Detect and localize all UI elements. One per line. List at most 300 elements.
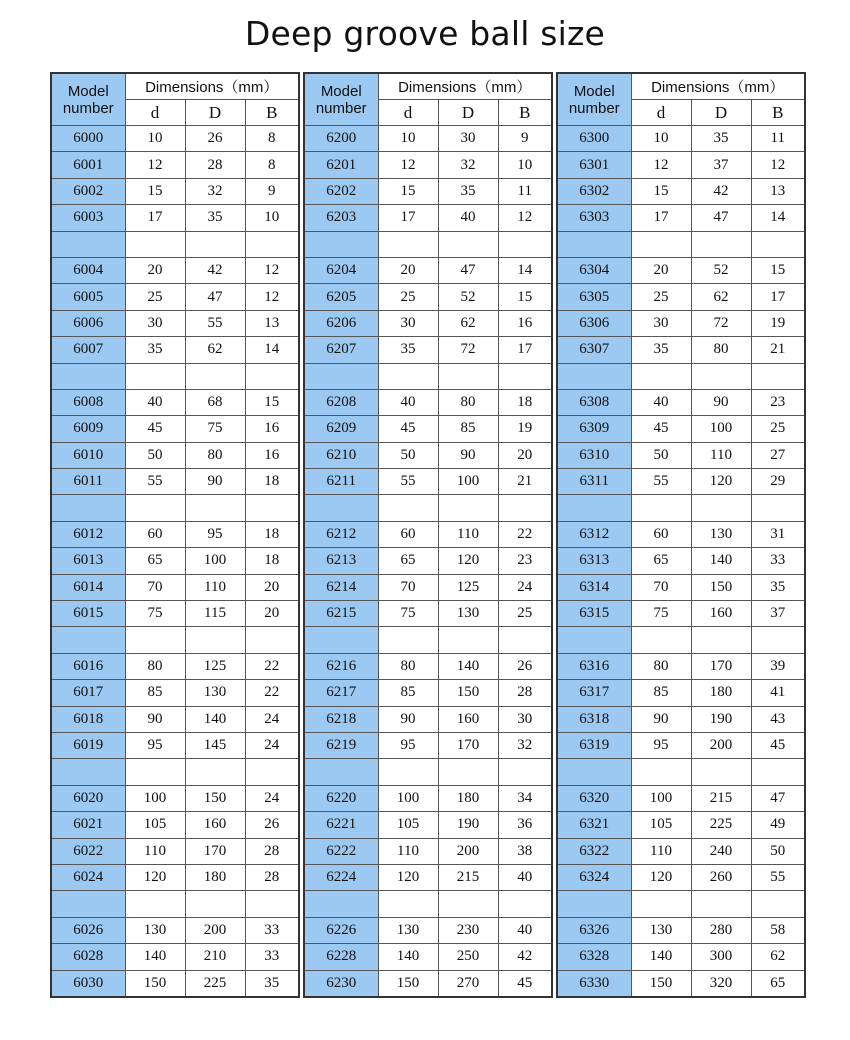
outer-D-cell: 40 bbox=[438, 205, 498, 231]
model-number-header: Model number bbox=[51, 73, 125, 126]
outer-D-cell: 32 bbox=[438, 152, 498, 178]
table-row bbox=[304, 310, 552, 336]
empty-cell bbox=[185, 759, 245, 785]
width-B-cell: 58 bbox=[751, 917, 805, 943]
empty-cell bbox=[245, 363, 299, 389]
col-d-header: d bbox=[631, 100, 691, 126]
outer-D-cell: 28 bbox=[185, 152, 245, 178]
outer-D-cell: 180 bbox=[438, 785, 498, 811]
model-number-cell: 6010 bbox=[51, 442, 125, 468]
outer-D-cell: 150 bbox=[691, 574, 751, 600]
outer-D-cell: 72 bbox=[691, 310, 751, 336]
width-B-cell: 23 bbox=[751, 389, 805, 415]
model-number-cell: 6013 bbox=[51, 548, 125, 574]
bore-d-cell: 40 bbox=[125, 389, 185, 415]
model-number-cell: 6009 bbox=[51, 416, 125, 442]
width-B-cell: 21 bbox=[498, 469, 552, 495]
model-number-cell: 6022 bbox=[51, 838, 125, 864]
width-B-cell: 12 bbox=[245, 257, 299, 283]
model-number-cell: 6210 bbox=[304, 442, 378, 468]
spacer-row bbox=[557, 627, 805, 653]
width-B-cell: 12 bbox=[498, 205, 552, 231]
bore-d-cell: 110 bbox=[125, 838, 185, 864]
model-number-cell: 6313 bbox=[557, 548, 631, 574]
width-B-cell: 17 bbox=[498, 337, 552, 363]
model-number-cell: 6222 bbox=[304, 838, 378, 864]
bore-d-cell: 70 bbox=[125, 574, 185, 600]
empty-cell bbox=[691, 627, 751, 653]
model-number-cell: 6216 bbox=[304, 653, 378, 679]
width-B-cell: 13 bbox=[245, 310, 299, 336]
width-B-cell: 19 bbox=[751, 310, 805, 336]
empty-cell bbox=[691, 231, 751, 257]
bore-d-cell: 50 bbox=[125, 442, 185, 468]
outer-D-cell: 210 bbox=[185, 944, 245, 970]
width-B-cell: 12 bbox=[751, 152, 805, 178]
width-B-cell: 33 bbox=[245, 917, 299, 943]
empty-cell bbox=[378, 627, 438, 653]
col-B-header: B bbox=[498, 100, 552, 126]
spec-table-62xx bbox=[303, 72, 553, 998]
empty-cell bbox=[498, 627, 552, 653]
spacer-row bbox=[304, 363, 552, 389]
spec-table-63xx bbox=[556, 72, 806, 998]
width-B-cell: 30 bbox=[498, 706, 552, 732]
outer-D-cell: 80 bbox=[185, 442, 245, 468]
outer-D-cell: 280 bbox=[691, 917, 751, 943]
empty-cell bbox=[125, 627, 185, 653]
bore-d-cell: 25 bbox=[125, 284, 185, 310]
outer-D-cell: 130 bbox=[438, 601, 498, 627]
bore-d-cell: 45 bbox=[125, 416, 185, 442]
outer-D-cell: 125 bbox=[438, 574, 498, 600]
spacer-row bbox=[304, 495, 552, 521]
bore-d-cell: 17 bbox=[631, 205, 691, 231]
table-row bbox=[557, 416, 805, 442]
empty-cell bbox=[631, 231, 691, 257]
empty-cell bbox=[631, 627, 691, 653]
bore-d-cell: 25 bbox=[378, 284, 438, 310]
bore-d-cell: 55 bbox=[631, 469, 691, 495]
model-number-cell: 6005 bbox=[51, 284, 125, 310]
outer-D-cell: 120 bbox=[438, 548, 498, 574]
table-row bbox=[557, 257, 805, 283]
width-B-cell: 47 bbox=[751, 785, 805, 811]
width-B-cell: 55 bbox=[751, 864, 805, 890]
empty-cell bbox=[557, 495, 631, 521]
width-B-cell: 18 bbox=[245, 521, 299, 547]
width-B-cell: 35 bbox=[751, 574, 805, 600]
bore-d-cell: 150 bbox=[125, 970, 185, 997]
outer-D-cell: 160 bbox=[185, 812, 245, 838]
model-number-header: Model number bbox=[304, 73, 378, 126]
table-row bbox=[304, 416, 552, 442]
width-B-cell: 45 bbox=[751, 732, 805, 758]
empty-cell bbox=[125, 891, 185, 917]
empty-cell bbox=[125, 231, 185, 257]
col-B-header: B bbox=[245, 100, 299, 126]
empty-cell bbox=[51, 891, 125, 917]
model-number-cell: 6217 bbox=[304, 680, 378, 706]
bore-d-cell: 10 bbox=[631, 126, 691, 152]
empty-cell bbox=[438, 759, 498, 785]
bore-d-cell: 40 bbox=[631, 389, 691, 415]
bore-d-cell: 120 bbox=[125, 864, 185, 890]
bore-d-cell: 105 bbox=[631, 812, 691, 838]
width-B-cell: 23 bbox=[498, 548, 552, 574]
width-B-cell: 25 bbox=[751, 416, 805, 442]
width-B-cell: 18 bbox=[245, 469, 299, 495]
table-row bbox=[51, 152, 299, 178]
model-number-cell: 6021 bbox=[51, 812, 125, 838]
empty-cell bbox=[304, 891, 378, 917]
table-row bbox=[304, 548, 552, 574]
outer-D-cell: 240 bbox=[691, 838, 751, 864]
empty-cell bbox=[751, 891, 805, 917]
width-B-cell: 9 bbox=[245, 178, 299, 204]
empty-cell bbox=[51, 759, 125, 785]
col-d-header: d bbox=[125, 100, 185, 126]
table-row bbox=[557, 970, 805, 997]
model-number-cell: 6219 bbox=[304, 732, 378, 758]
spec-table-60xx bbox=[50, 72, 300, 998]
bore-d-cell: 30 bbox=[378, 310, 438, 336]
width-B-cell: 31 bbox=[751, 521, 805, 547]
table-row bbox=[304, 521, 552, 547]
outer-D-cell: 145 bbox=[185, 732, 245, 758]
table-row bbox=[51, 389, 299, 415]
table-row bbox=[51, 732, 299, 758]
spacer-row bbox=[304, 627, 552, 653]
outer-D-cell: 200 bbox=[691, 732, 751, 758]
table-row bbox=[304, 917, 552, 943]
width-B-cell: 11 bbox=[751, 126, 805, 152]
bore-d-cell: 80 bbox=[378, 653, 438, 679]
outer-D-cell: 72 bbox=[438, 337, 498, 363]
outer-D-cell: 190 bbox=[691, 706, 751, 732]
model-number-cell: 6206 bbox=[304, 310, 378, 336]
outer-D-cell: 115 bbox=[185, 601, 245, 627]
model-number-cell: 6212 bbox=[304, 521, 378, 547]
empty-cell bbox=[378, 891, 438, 917]
model-number-cell: 6228 bbox=[304, 944, 378, 970]
dimensions-header: Dimensions（mm） bbox=[378, 73, 552, 100]
width-B-cell: 25 bbox=[498, 601, 552, 627]
outer-D-cell: 52 bbox=[691, 257, 751, 283]
table-row bbox=[557, 864, 805, 890]
bore-d-cell: 95 bbox=[631, 732, 691, 758]
table-row bbox=[51, 416, 299, 442]
bore-d-cell: 90 bbox=[631, 706, 691, 732]
model-number-cell: 6026 bbox=[51, 917, 125, 943]
outer-D-cell: 140 bbox=[185, 706, 245, 732]
empty-cell bbox=[304, 495, 378, 521]
width-B-cell: 17 bbox=[751, 284, 805, 310]
empty-cell bbox=[125, 495, 185, 521]
width-B-cell: 18 bbox=[498, 389, 552, 415]
bore-d-cell: 100 bbox=[125, 785, 185, 811]
model-number-cell: 6014 bbox=[51, 574, 125, 600]
bore-d-cell: 12 bbox=[378, 152, 438, 178]
bore-d-cell: 35 bbox=[378, 337, 438, 363]
model-number-cell: 6213 bbox=[304, 548, 378, 574]
table-row bbox=[557, 732, 805, 758]
bore-d-cell: 17 bbox=[125, 205, 185, 231]
empty-cell bbox=[557, 759, 631, 785]
model-number-cell: 6002 bbox=[51, 178, 125, 204]
model-number-cell: 6221 bbox=[304, 812, 378, 838]
model-number-cell: 6316 bbox=[557, 653, 631, 679]
width-B-cell: 15 bbox=[498, 284, 552, 310]
model-number-cell: 6215 bbox=[304, 601, 378, 627]
bore-d-cell: 12 bbox=[631, 152, 691, 178]
model-number-cell: 6309 bbox=[557, 416, 631, 442]
empty-cell bbox=[304, 759, 378, 785]
table-body bbox=[304, 126, 552, 998]
table-row bbox=[304, 152, 552, 178]
bore-d-cell: 75 bbox=[125, 601, 185, 627]
table-row bbox=[557, 706, 805, 732]
spacer-row bbox=[51, 627, 299, 653]
outer-D-cell: 80 bbox=[438, 389, 498, 415]
spacer-row bbox=[304, 759, 552, 785]
model-number-cell: 6020 bbox=[51, 785, 125, 811]
outer-D-cell: 110 bbox=[438, 521, 498, 547]
model-number-cell: 6310 bbox=[557, 442, 631, 468]
model-number-cell: 6317 bbox=[557, 680, 631, 706]
model-number-cell: 6030 bbox=[51, 970, 125, 997]
model-number-cell: 6015 bbox=[51, 601, 125, 627]
width-B-cell: 45 bbox=[498, 970, 552, 997]
empty-cell bbox=[304, 627, 378, 653]
model-number-cell: 6319 bbox=[557, 732, 631, 758]
model-number-cell: 6203 bbox=[304, 205, 378, 231]
bore-d-cell: 55 bbox=[125, 469, 185, 495]
table-row bbox=[557, 548, 805, 574]
width-B-cell: 20 bbox=[245, 601, 299, 627]
width-B-cell: 34 bbox=[498, 785, 552, 811]
outer-D-cell: 150 bbox=[185, 785, 245, 811]
model-number-cell: 6230 bbox=[304, 970, 378, 997]
width-B-cell: 13 bbox=[751, 178, 805, 204]
outer-D-cell: 140 bbox=[438, 653, 498, 679]
width-B-cell: 65 bbox=[751, 970, 805, 997]
bore-d-cell: 100 bbox=[631, 785, 691, 811]
outer-D-cell: 35 bbox=[438, 178, 498, 204]
table-row bbox=[51, 205, 299, 231]
outer-D-cell: 170 bbox=[691, 653, 751, 679]
width-B-cell: 32 bbox=[498, 732, 552, 758]
model-number-cell: 6311 bbox=[557, 469, 631, 495]
empty-cell bbox=[438, 891, 498, 917]
empty-cell bbox=[245, 495, 299, 521]
outer-D-cell: 225 bbox=[185, 970, 245, 997]
bore-d-cell: 150 bbox=[378, 970, 438, 997]
dimensions-header: Dimensions（mm） bbox=[125, 73, 299, 100]
width-B-cell: 8 bbox=[245, 152, 299, 178]
spacer-row bbox=[557, 231, 805, 257]
spacer-row bbox=[557, 759, 805, 785]
table-row bbox=[557, 521, 805, 547]
model-number-cell: 6300 bbox=[557, 126, 631, 152]
spacer-row bbox=[51, 891, 299, 917]
bore-d-cell: 35 bbox=[631, 337, 691, 363]
width-B-cell: 42 bbox=[498, 944, 552, 970]
bore-d-cell: 65 bbox=[125, 548, 185, 574]
model-number-cell: 6028 bbox=[51, 944, 125, 970]
table-row bbox=[304, 601, 552, 627]
bore-d-cell: 80 bbox=[125, 653, 185, 679]
bore-d-cell: 45 bbox=[631, 416, 691, 442]
table-row bbox=[51, 812, 299, 838]
bore-d-cell: 25 bbox=[631, 284, 691, 310]
bore-d-cell: 85 bbox=[378, 680, 438, 706]
col-D-header: D bbox=[438, 100, 498, 126]
outer-D-cell: 260 bbox=[691, 864, 751, 890]
empty-cell bbox=[378, 759, 438, 785]
model-number-cell: 6220 bbox=[304, 785, 378, 811]
width-B-cell: 37 bbox=[751, 601, 805, 627]
outer-D-cell: 225 bbox=[691, 812, 751, 838]
outer-D-cell: 90 bbox=[438, 442, 498, 468]
width-B-cell: 9 bbox=[498, 126, 552, 152]
table-row bbox=[557, 284, 805, 310]
model-number-cell: 6218 bbox=[304, 706, 378, 732]
width-B-cell: 20 bbox=[245, 574, 299, 600]
outer-D-cell: 62 bbox=[691, 284, 751, 310]
model-number-cell: 6211 bbox=[304, 469, 378, 495]
empty-cell bbox=[631, 891, 691, 917]
col-d-header: d bbox=[378, 100, 438, 126]
empty-cell bbox=[185, 363, 245, 389]
table-row bbox=[304, 574, 552, 600]
outer-D-cell: 55 bbox=[185, 310, 245, 336]
model-number-cell: 6000 bbox=[51, 126, 125, 152]
table-row bbox=[51, 310, 299, 336]
bore-d-cell: 45 bbox=[378, 416, 438, 442]
table-row bbox=[557, 389, 805, 415]
table-body bbox=[557, 126, 805, 998]
outer-D-cell: 42 bbox=[691, 178, 751, 204]
bore-d-cell: 20 bbox=[125, 257, 185, 283]
bore-d-cell: 85 bbox=[631, 680, 691, 706]
empty-cell bbox=[185, 231, 245, 257]
table-row bbox=[557, 838, 805, 864]
width-B-cell: 12 bbox=[245, 284, 299, 310]
outer-D-cell: 62 bbox=[185, 337, 245, 363]
spacer-row bbox=[51, 363, 299, 389]
outer-D-cell: 300 bbox=[691, 944, 751, 970]
bore-d-cell: 12 bbox=[125, 152, 185, 178]
spacer-row bbox=[51, 495, 299, 521]
table-row bbox=[304, 944, 552, 970]
width-B-cell: 22 bbox=[245, 680, 299, 706]
outer-D-cell: 180 bbox=[691, 680, 751, 706]
empty-cell bbox=[378, 495, 438, 521]
table-row bbox=[304, 257, 552, 283]
width-B-cell: 24 bbox=[498, 574, 552, 600]
width-B-cell: 40 bbox=[498, 917, 552, 943]
model-number-cell: 6314 bbox=[557, 574, 631, 600]
bore-d-cell: 120 bbox=[378, 864, 438, 890]
model-number-cell: 6003 bbox=[51, 205, 125, 231]
empty-cell bbox=[751, 363, 805, 389]
width-B-cell: 10 bbox=[245, 205, 299, 231]
model-number-cell: 6209 bbox=[304, 416, 378, 442]
page-title: Deep groove ball size bbox=[244, 14, 606, 53]
model-number-cell: 6303 bbox=[557, 205, 631, 231]
model-number-cell: 6320 bbox=[557, 785, 631, 811]
width-B-cell: 50 bbox=[751, 838, 805, 864]
model-number-cell: 6318 bbox=[557, 706, 631, 732]
outer-D-cell: 250 bbox=[438, 944, 498, 970]
outer-D-cell: 125 bbox=[185, 653, 245, 679]
empty-cell bbox=[751, 759, 805, 785]
outer-D-cell: 90 bbox=[691, 389, 751, 415]
model-number-cell: 6201 bbox=[304, 152, 378, 178]
empty-cell bbox=[631, 759, 691, 785]
model-number-cell: 6006 bbox=[51, 310, 125, 336]
outer-D-cell: 47 bbox=[691, 205, 751, 231]
outer-D-cell: 47 bbox=[438, 257, 498, 283]
outer-D-cell: 110 bbox=[185, 574, 245, 600]
table-row bbox=[557, 442, 805, 468]
table-row bbox=[51, 126, 299, 152]
width-B-cell: 24 bbox=[245, 706, 299, 732]
table-row bbox=[51, 706, 299, 732]
empty-cell bbox=[691, 495, 751, 521]
width-B-cell: 28 bbox=[245, 864, 299, 890]
outer-D-cell: 140 bbox=[691, 548, 751, 574]
model-number-cell: 6305 bbox=[557, 284, 631, 310]
table-row bbox=[557, 205, 805, 231]
model-number-cell: 6017 bbox=[51, 680, 125, 706]
width-B-cell: 21 bbox=[751, 337, 805, 363]
table-row bbox=[51, 680, 299, 706]
bore-d-cell: 60 bbox=[125, 521, 185, 547]
empty-cell bbox=[498, 495, 552, 521]
outer-D-cell: 52 bbox=[438, 284, 498, 310]
outer-D-cell: 160 bbox=[691, 601, 751, 627]
empty-cell bbox=[304, 363, 378, 389]
table-row bbox=[51, 178, 299, 204]
table-row bbox=[557, 680, 805, 706]
model-number-cell: 6308 bbox=[557, 389, 631, 415]
table-row bbox=[304, 653, 552, 679]
model-number-cell: 6326 bbox=[557, 917, 631, 943]
model-number-header: Model number bbox=[557, 73, 631, 126]
table-row bbox=[557, 178, 805, 204]
model-number-cell: 6200 bbox=[304, 126, 378, 152]
bore-d-cell: 10 bbox=[378, 126, 438, 152]
width-B-cell: 28 bbox=[498, 680, 552, 706]
model-number-cell: 6226 bbox=[304, 917, 378, 943]
width-B-cell: 43 bbox=[751, 706, 805, 732]
outer-D-cell: 42 bbox=[185, 257, 245, 283]
model-number-cell: 6205 bbox=[304, 284, 378, 310]
bore-d-cell: 100 bbox=[378, 785, 438, 811]
table-row bbox=[51, 864, 299, 890]
table-row bbox=[557, 917, 805, 943]
bore-d-cell: 120 bbox=[631, 864, 691, 890]
bore-d-cell: 17 bbox=[378, 205, 438, 231]
empty-cell bbox=[125, 759, 185, 785]
bore-d-cell: 85 bbox=[125, 680, 185, 706]
spacer-row bbox=[557, 495, 805, 521]
outer-D-cell: 150 bbox=[438, 680, 498, 706]
empty-cell bbox=[691, 363, 751, 389]
model-number-cell: 6306 bbox=[557, 310, 631, 336]
